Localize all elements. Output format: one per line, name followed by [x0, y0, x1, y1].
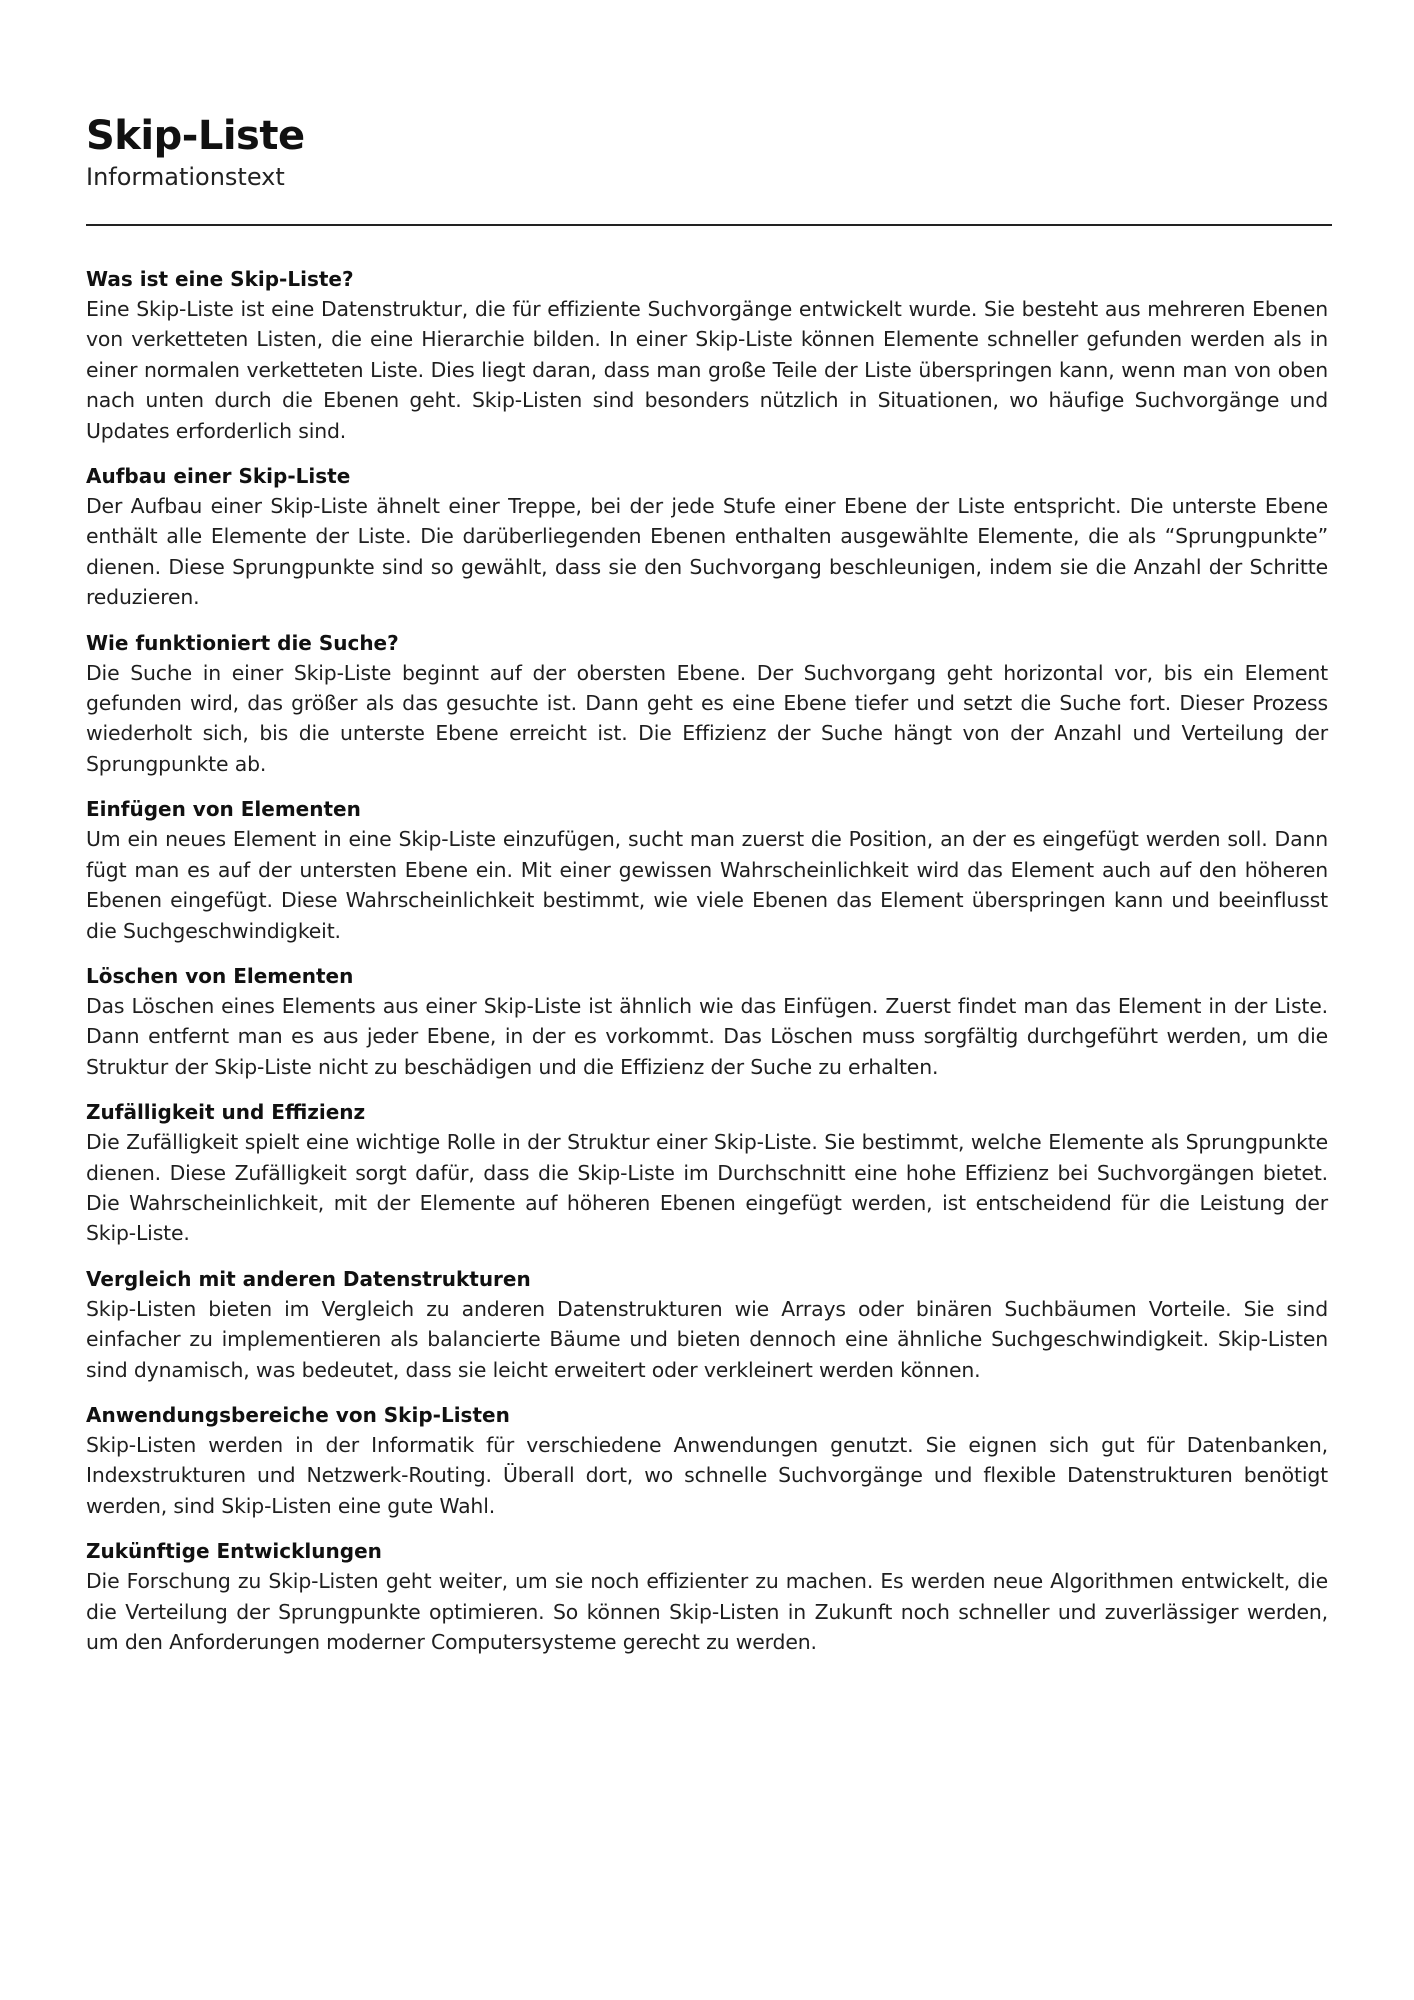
- section-body: Die Forschung zu Skip-Listen geht weiter, um sie noch effizienter zu machen. Es werden neue Algorithmen entwickelt, die die Verteilung der Sprungpunkte optimieren. So können Skip-Listen in Zukunft noch schneller und zuverlässiger werden, um den Anforderungen moderner Computersysteme gerecht zu werden.: [86, 1569, 1328, 1654]
- section-vergleich: [86, 1264, 1328, 1385]
- document-title: Skip-Liste: [86, 113, 305, 159]
- section-einfuegen: [86, 794, 1328, 946]
- section-heading: Zufälligkeit und Effizienz: [86, 1100, 366, 1125]
- section-heading: Aufbau einer Skip-Liste: [86, 464, 351, 489]
- document-content: [86, 264, 1328, 1657]
- section-body: Um ein neues Element in eine Skip-Liste einzufügen, sucht man zuerst die Position, an der es eingefügt werden soll. Dann fügt man es auf der untersten Ebene ein. Mit einer gewissen Wahrscheinlichkeit wird das Element auch auf den höheren Ebenen eingefügt. Diese Wahrscheinlichkeit bestimmt, wie viele Ebenen das Element überspringen kann und beeinflusst die Suchgeschwindigkeit.: [86, 827, 1328, 943]
- section-heading: Einfügen von Elementen: [86, 797, 361, 822]
- section-body: Eine Skip-Liste ist eine Datenstruktur, die für effiziente Suchvorgänge entwickelt wurde. Sie besteht aus mehreren Ebenen von verketteten Listen, die eine Hierarchie bilden. In einer Skip-Liste können Elemente schneller gefunden werden als in einer normalen verketteten Liste. Dies liegt daran, dass man große Teile der Liste überspringen kann, wenn man von oben nach unten durch die Ebenen geht. Skip-Listen sind besonders nützlich in Situationen, wo häufige Suchvorgänge und Updates erforderlich sind.: [86, 297, 1328, 443]
- section-heading: Löschen von Elementen: [86, 963, 354, 988]
- header-divider: [86, 224, 1332, 226]
- section-heading: Zukünftige Entwicklungen: [86, 1539, 382, 1564]
- document-header: [86, 0, 1328, 192]
- section-zufaelligkeit: [86, 1097, 1328, 1249]
- section-body: Die Zufälligkeit spielt eine wichtige Rolle in der Struktur einer Skip-Liste. Sie bestimmt, welche Elemente als Sprungpunkte dienen. Diese Zufälligkeit sorgt dafür, dass die Skip-Liste im Durchschnitt eine hohe Effizienz bei Suchvorgängen bietet. Die Wahrscheinlichkeit, mit der Elemente auf höheren Ebenen eingefügt werden, ist entscheidend für die Leistung der Skip-Liste.: [86, 1130, 1328, 1246]
- section-aufbau: [86, 461, 1328, 613]
- section-was-ist: [86, 264, 1328, 446]
- section-zukunft: [86, 1536, 1328, 1657]
- document-subtitle: Informationstext: [86, 163, 285, 191]
- section-heading: Wie funktioniert die Suche?: [86, 630, 399, 655]
- section-heading: Anwendungsbereiche von Skip-Listen: [86, 1402, 510, 1427]
- section-suche: [86, 628, 1328, 780]
- section-heading: Was ist eine Skip-Liste?: [86, 267, 354, 291]
- section-heading: Vergleich mit anderen Datenstrukturen: [86, 1266, 531, 1291]
- section-body: Skip-Listen bieten im Vergleich zu anderen Datenstrukturen wie Arrays oder binären Suchbäumen Vorteile. Sie sind einfacher zu implementieren als balancierte Bäume und bieten dennoch eine ähnliche Suchgeschwindigkeit. Skip-Listen sind dynamisch, was bedeutet, dass sie leicht erweitert oder verkleinert werden können.: [86, 1296, 1328, 1382]
- section-anwendungsbereiche: [86, 1400, 1328, 1521]
- section-body: Die Suche in einer Skip-Liste beginnt auf der obersten Ebene. Der Suchvorgang geht horizontal vor, bis ein Element gefunden wird, das größer als das gesuchte ist. Dann geht es eine Ebene tiefer und setzt die Suche fort. Dieser Prozess wiederholt sich, bis die unterste Ebene erreicht ist. Die Effizienz der Suche hängt von der Anzahl und Verteilung der Sprungpunkte ab.: [86, 660, 1328, 776]
- section-body: Skip-Listen werden in der Informatik für verschiedene Anwendungen genutzt. Sie eignen sich gut für Datenbanken, Indexstrukturen und Netzwerk-Routing. Überall dort, wo schnelle Suchvorgänge und flexible Datenstrukturen benötigt werden, sind Skip-Listen eine gute Wahl.: [86, 1432, 1328, 1518]
- section-body: Das Löschen eines Elements aus einer Skip-Liste ist ähnlich wie das Einfügen. Zuerst findet man das Element in der Liste. Dann entfernt man es aus jeder Ebene, in der es vorkommt. Das Löschen muss sorgfältig durchgeführt werden, um die Struktur der Skip-Liste nicht zu beschädigen und die Effizienz der Suche zu erhalten.: [86, 993, 1328, 1079]
- section-body: Der Aufbau einer Skip-Liste ähnelt einer Treppe, bei der jede Stufe einer Ebene der Liste entspricht. Die unterste Ebene enthält alle Elemente der Liste. Die darüberliegenden Ebenen enthalten ausgewählte Elemente, die als “Sprungpunkte” dienen. Diese Sprungpunkte sind so gewählt, dass sie den Suchvorgang beschleunigen, indem sie die Anzahl der Schritte reduzieren.: [86, 494, 1328, 610]
- section-loeschen: [86, 961, 1328, 1082]
